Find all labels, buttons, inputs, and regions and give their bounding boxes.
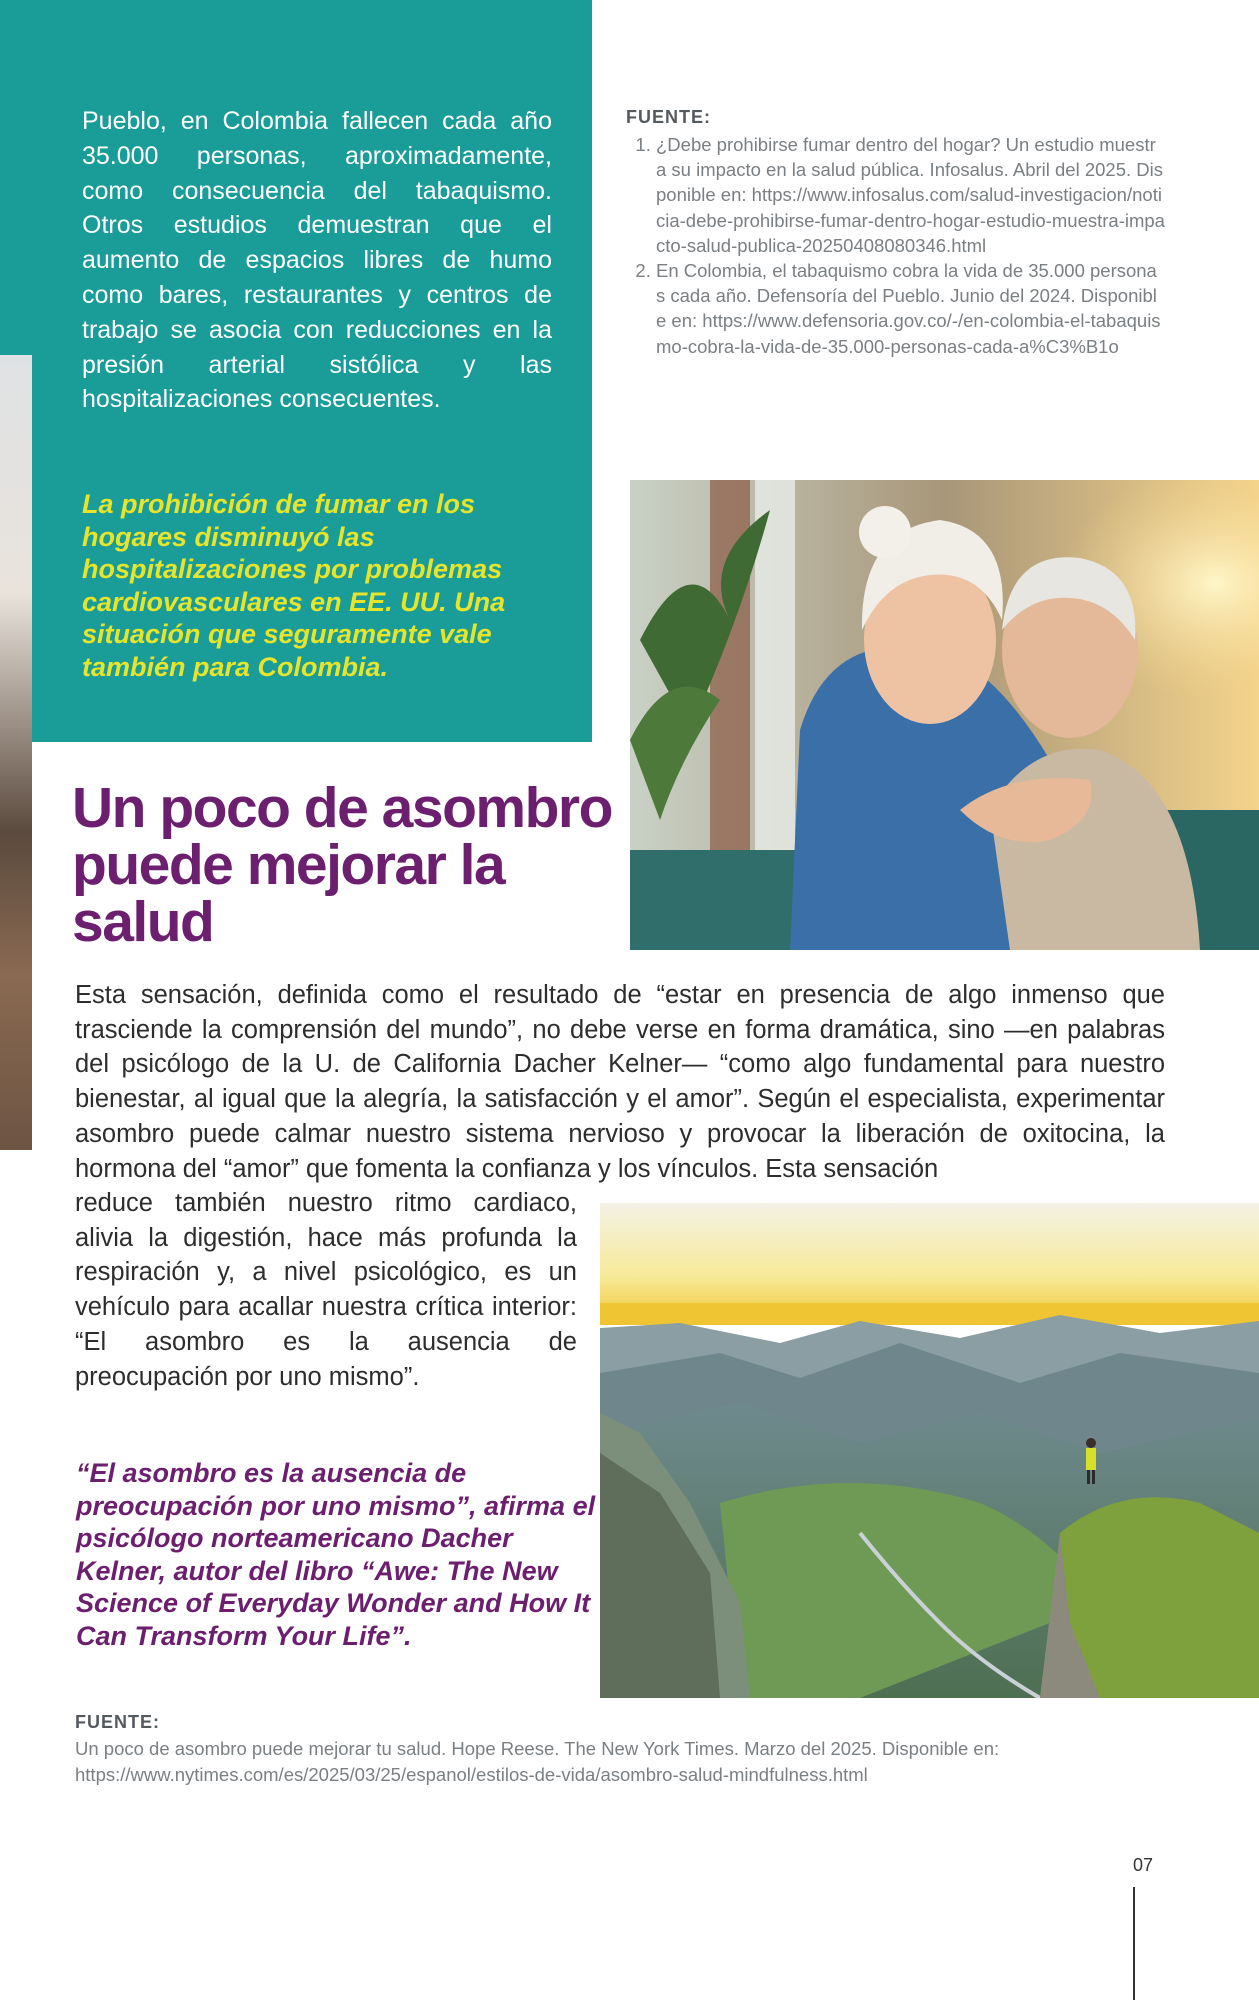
- source-item-1: 1. ¿Debe prohibirse fumar dentro del hogar? Un estudio muestra su impacto en la salud pública. Infosalus. Abril del 2025. Disponible en: https://www.infosalus.com/salud-investigacion/noticia-debe-prohibirse-fumar-dentro-hogar-estudio-muestra-impacto-salud-publica-20250408080346.html: [656, 132, 1166, 258]
- photo-elderly-couple: [630, 480, 1259, 950]
- intro-paragraph: Pueblo, en Colombia fallecen cada año 35.000 personas, aproximadamente, como consecuencia del tabaquismo. Otros estudios demuestran que el aumento de espacios libres de humo como bares, restaurantes y centros de trabajo se asocia con reducciones en la presión arterial sistólica y las hospitalizaciones consecuentes.: [82, 107, 552, 414]
- source-bottom: [75, 1712, 1175, 1787]
- sources-top-heading: FUENTE:: [626, 107, 711, 127]
- source-bottom-text: Un poco de asombro puede mejorar tu salud. Hope Reese. The New York Times. Marzo del 2025. Disponible en: https://www.nytimes.com/es/2025/03/25/espanol/estilos-de-vida/asombro-salud-mindfulness.html: [75, 1738, 1000, 1785]
- page-number: 07: [1133, 1855, 1154, 1875]
- page-rule: [1133, 1887, 1135, 2000]
- source-bottom-heading: FUENTE:: [75, 1712, 160, 1732]
- pull-quote: “El asombro es la ausencia de preocupación por uno mismo”, afirma el psicólogo norteamericano Dacher Kelner, autor del libro “Awe: The New Science of Everyday Wonder and How It Can Transform Your Life”.: [76, 1458, 596, 1651]
- photo-mountain-landscape: [600, 1203, 1259, 1698]
- sources-top: [626, 107, 1166, 359]
- edge-photo-strip: [0, 355, 32, 1150]
- article-body-narrow: reduce también nuestro ritmo cardiaco, alivia la digestión, hace más profunda la respiración y, a nivel psicológico, es un vehículo para acallar nuestra crítica interior: “El asombro es la ausencia de preocupación por uno mismo”.: [75, 1189, 577, 1391]
- source-item-2: 2. En Colombia, el tabaquismo cobra la vida de 35.000 personas cada año. Defensoría del Pueblo. Junio del 2024. Disponible en: https://www.defensoria.gov.co/-/en-colombia-el-tabaquismo-cobra-la-vida-de-35.000-personas-cada-a%C3%B1o: [656, 258, 1166, 359]
- article-body-wide: Esta sensación, definida como el resultado de “estar en presencia de algo inmenso que trasciende la comprensión del mundo”, no debe verse en forma dramática, sino —en palabras del psicólogo de la U. de California Dacher Kelner— “como algo fundamental para nuestro bienestar, al igual que la alegría, la satisfacción y el amor”. Según el especialista, experimentar asombro puede calmar nuestro sistema nervioso y provocar la liberación de oxitocina, la hormona del “amor” que fomenta la confianza y los vínculos. Esta sensación: [75, 981, 1165, 1183]
- highlight-quote: La prohibición de fumar en los hogares disminuyó las hospitalizaciones por problemas cardiovasculares en EE. UU. Una situación que seguramente vale también para Colombia.: [82, 489, 506, 682]
- article-headline: Un poco de asombro puede mejorar la salud: [72, 776, 612, 954]
- sources-top-list: [626, 132, 1166, 359]
